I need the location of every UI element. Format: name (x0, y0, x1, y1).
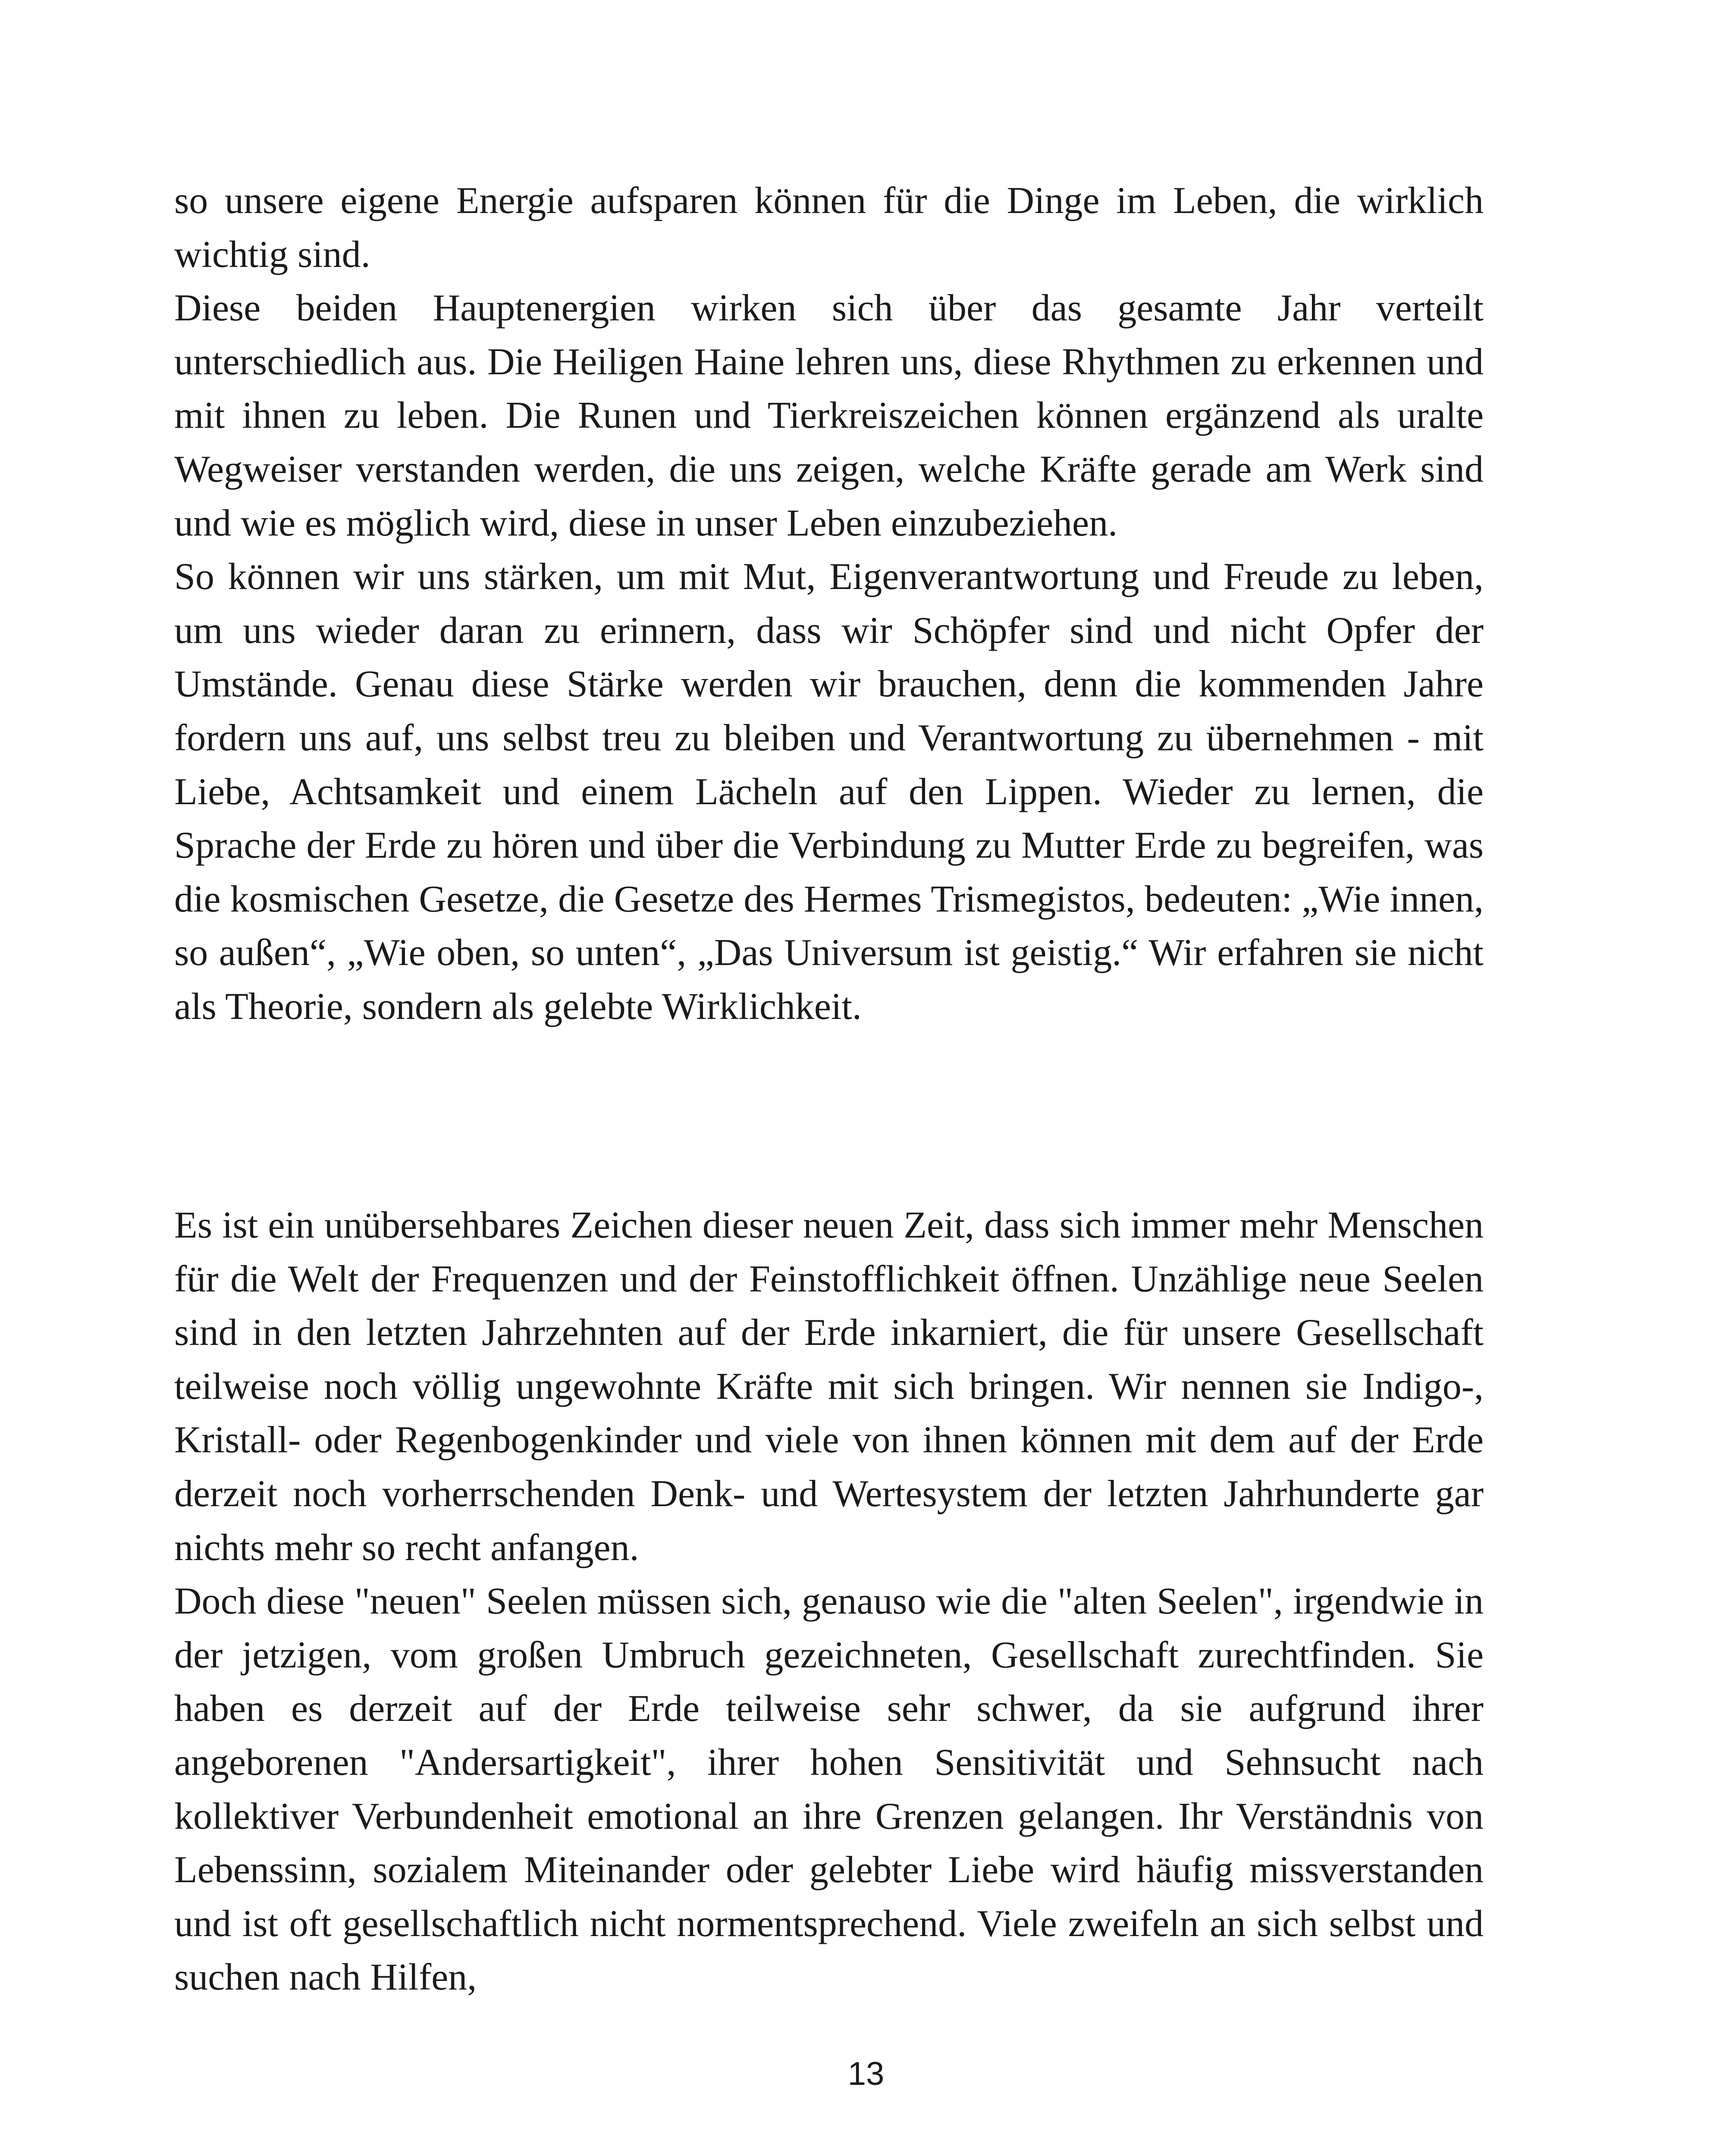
paragraph: so unsere eigene Energie aufsparen können für die Dinge im Leben, die wirklich wichtig sind. (174, 180, 1484, 276)
paragraph: Doch diese "neuen" Seelen müssen sich, genauso wie die "alten Seelen", irgendwie in der jetzigen, vom großen Umbruch gezeichneten, Gesellschaft zurechtfinden. Sie haben es derzeit auf der Erde teilweise sehr schwer, da sie aufgrund ihrer angeborenen "Andersartigkeit", ihrer hohen Sensitivität und Sehnsucht nach kollektiver Verbundenheit emotional an ihre Grenzen gelangen. Ihr Verständnis von Lebenssinn, sozialem Miteinander oder gelebter Liebe wird häufig missverstanden und ist oft gesellschaftlich nicht normentsprechend. Viele zweifeln an sich selbst und suchen nach Hilfen, (174, 1580, 1484, 1999)
text-block-top (174, 174, 1484, 1034)
text-block-bottom (174, 1199, 1484, 2005)
paragraph: So können wir uns stärken, um mit Mut, Eigenverantwortung und Freude zu leben, um uns wieder daran zu erinnern, dass wir Schöpfer sind und nicht Opfer der Umstände. Genau diese Stärke werden wir brauchen, denn die kommenden Jahre fordern uns auf, uns selbst treu zu bleiben und Verantwortung zu übernehmen - mit Liebe, Achtsamkeit und einem Lächeln auf den Lippen. Wieder zu lernen, die Sprache der Erde zu hören und über die Verbindung zu Mutter Erde zu begreifen, was die kosmischen Gesetze, die Gesetze des Hermes Trismegistos, bedeuten: „Wie innen, so außen“, „Wie oben, so unten“, „Das Universum ist geistig.“ Wir erfahren sie nicht als Theorie, sondern als gelebte Wirklichkeit. (174, 556, 1484, 1028)
paragraph: Diese beiden Hauptenergien wirken sich über das gesamte Jahr verteilt unterschiedlich aus. Die Heiligen Haine lehren uns, diese Rhythmen zu erkennen und mit ihnen zu leben. Die Runen und Tierkreiszeichen können ergänzend als uralte Wegweiser verstanden werden, die uns zeigen, welche Kräfte gerade am Werk sind und wie es möglich wird, diese in unser Leben einzubeziehen. (174, 287, 1484, 544)
page-number: 13 (847, 2056, 885, 2092)
paragraph: Es ist ein unübersehbares Zeichen dieser neuen Zeit, dass sich immer mehr Menschen für die Welt der Frequenzen und der Feinstofflichkeit öffnen. Unzählige neue Seelen sind in den letzten Jahrzehnten auf der Erde inkarniert, die für unsere Gesellschaft teilweise noch völlig ungewohnte Kräfte mit sich bringen. Wir nennen sie Indigo-, Kristall- oder Regenbogenkinder und viele von ihnen können mit dem auf der Erde derzeit noch vorherrschenden Denk- und Wertesystem der letzten Jahrhunderte gar nichts mehr so recht anfangen. (174, 1204, 1484, 1569)
